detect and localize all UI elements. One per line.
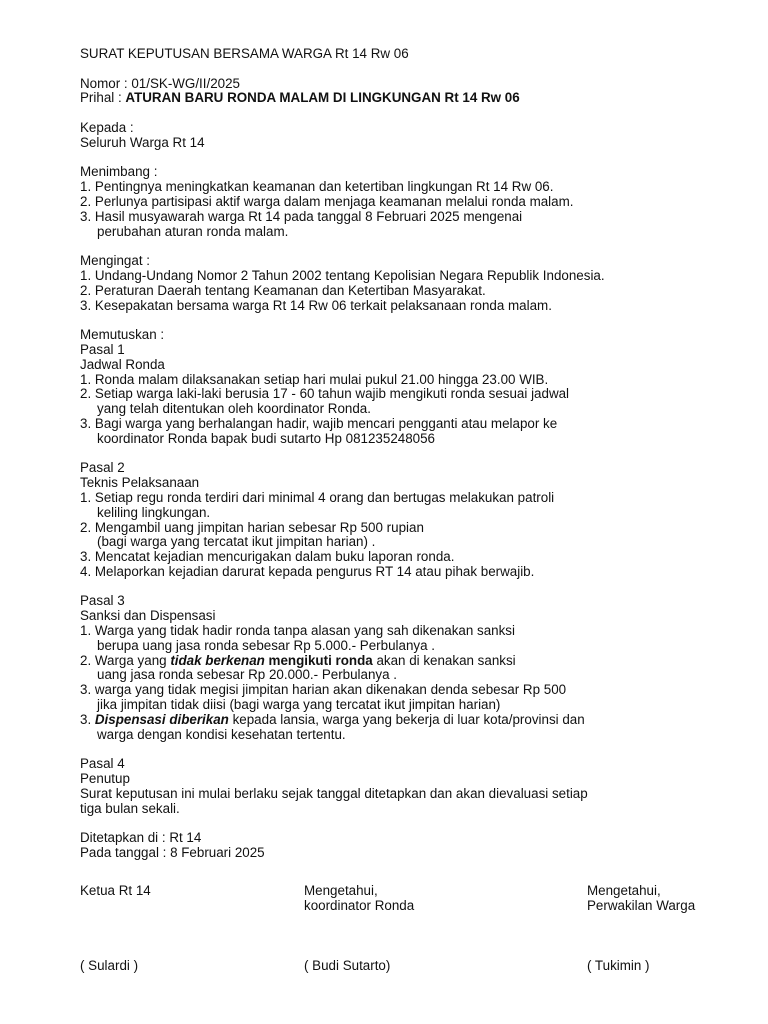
pasal-4-text: Surat keputusan ini mulai berlaku sejak tanggal ditetapkan dan akan dievaluasi setiap	[80, 785, 588, 801]
subject-value: ATURAN BARU RONDA MALAM DI LINGKUNGAN Rt 14 Rw 06	[125, 90, 520, 106]
perwakilan-name: ( Tukimin )	[587, 958, 650, 973]
menimbang-item: 1. Pentingnya meningkatkan keamanan dan ketertiban lingkungan Rt 14 Rw 06.	[80, 179, 554, 195]
pasal-1-item: 1. Ronda malam dilaksanakan setiap hari mulai pukul 21.00 hingga 23.00 WIB.	[80, 371, 549, 387]
subject-label: Prihal :	[80, 90, 126, 106]
pasal-1-subtitle: Jadwal Ronda	[80, 356, 165, 372]
pasal-2-item-continuation: (bagi warga yang tercatat ikut jimpitan harian) .	[97, 534, 376, 550]
menimbang-item-continuation: perubahan aturan ronda malam.	[97, 223, 289, 239]
letter-subject	[80, 91, 730, 106]
recipient-label: Kepada :	[80, 119, 134, 135]
place-of-decree: Ditetapkan di : Rt 14	[80, 830, 202, 846]
pasal-2-item: 4. Melaporkan kejadian darurat kepada pengurus RT 14 atau pihak berwajib.	[80, 563, 535, 579]
pasal-3-item-continuation: uang jasa ronda sebesar Rp 20.000.- Perbulanya .	[97, 667, 398, 683]
pasal-2-item: 1. Setiap regu ronda terdiri dari minimal 4 orang dan bertugas melakukan patroli	[80, 489, 555, 505]
signature-titles	[80, 884, 730, 916]
perwakilan-title	[587, 884, 695, 914]
recipient-value: Seluruh Warga Rt 14	[80, 134, 205, 150]
mengingat-item: 2. Peraturan Daerah tentang Keamanan dan Ketertiban Masyarakat.	[80, 282, 486, 298]
pasal-3-item-continuation: warga dengan kondisi kesehatan tertentu.	[97, 726, 346, 742]
pasal-3-item-continuation: berupa uang jasa ronda sebesar Rp 5.000.- Perbulanya .	[97, 637, 435, 653]
pasal-3-item-2-emphasis: tidak berkenan	[170, 652, 265, 668]
pasal-3-item-4-emphasis: Dispensasi diberikan	[94, 711, 229, 727]
document-title: SURAT KEPUTUSAN BERSAMA WARGA Rt 14 Rw 06	[80, 46, 409, 61]
koordinator-title-line-1: Mengetahui,	[304, 883, 378, 898]
memutuskan-heading: Memutuskan :	[80, 327, 165, 343]
ketua-name: ( Sulardi )	[80, 958, 139, 973]
pasal-2-item: 3. Mencatat kejadian mencurigakan dalam buku laporan ronda.	[80, 549, 455, 565]
pasal-4-subtitle: Penutup	[80, 771, 130, 787]
pasal-2-heading: Pasal 2	[80, 460, 125, 476]
mengingat-item: 1. Undang-Undang Nomor 2 Tahun 2002 tentang Kepolisian Negara Republik Indonesia.	[80, 267, 605, 283]
menimbang-item: 2. Perlunya partisipasi aktif warga dalam menjaga keamanan melalui ronda malam.	[80, 193, 574, 209]
pasal-1-item: 2. Setiap warga laki-laki berusia 17 - 60 tahun wajib mengikuti ronda sesuai jadwal	[80, 386, 570, 402]
pasal-3-item-2-suffix: akan di kenakan sanksi	[372, 652, 516, 668]
pasal-1-heading: Pasal 1	[80, 341, 125, 357]
pasal-3-item	[80, 713, 730, 728]
pasal-3-item-4-prefix: 3.	[80, 711, 95, 727]
pasal-3-item	[80, 654, 730, 669]
perwakilan-title-line-1: Mengetahui,	[587, 883, 661, 898]
pasal-4-text: tiga bulan sekali.	[80, 800, 180, 816]
pasal-3-subtitle: Sanksi dan Dispensasi	[80, 608, 216, 624]
pasal-1-item-continuation: koordinator Ronda bapak budi sutarto Hp 081235248056	[97, 430, 435, 446]
pasal-1-item: 3. Bagi warga yang berhalangan hadir, wajib mencari pengganti atau melapor ke	[80, 415, 558, 431]
pasal-3-item: 3. warga yang tidak megisi jimpitan harian akan dikenakan denda sebesar Rp 500	[80, 682, 567, 698]
koordinator-title	[304, 884, 414, 914]
menimbang-item: 3. Hasil musyawarah warga Rt 14 pada tanggal 8 Februari 2025 mengenai	[80, 208, 523, 224]
perwakilan-title-line-2: Perwakilan Warga	[587, 897, 696, 913]
pasal-2-subtitle: Teknis Pelaksanaan	[80, 475, 200, 491]
pasal-3-heading: Pasal 3	[80, 593, 125, 609]
letter-number: Nomor : 01/SK-WG/II/2025	[80, 75, 241, 91]
pasal-3-item-4-suffix: kepada lansia, warga yang bekerja di luar kota/provinsi dan	[228, 711, 585, 727]
pasal-4-heading: Pasal 4	[80, 756, 125, 772]
koordinator-name: ( Budi Sutarto)	[304, 958, 391, 973]
koordinator-title-line-2: koordinator Ronda	[304, 897, 415, 913]
menimbang-heading: Menimbang :	[80, 164, 158, 180]
pasal-3-item-continuation: jika jimpitan tidak diisi (bagi warga yang tercatat ikut jimpitan harian)	[97, 697, 501, 713]
pasal-2-item-continuation: keliling lingkungan.	[97, 504, 211, 520]
signature-names	[80, 959, 730, 991]
pasal-1-item-continuation: yang telah ditentukan oleh koordinator Ronda.	[97, 401, 371, 417]
mengingat-heading: Mengingat :	[80, 253, 150, 269]
document-body	[80, 47, 730, 861]
pasal-3-item: 1. Warga yang tidak hadir ronda tanpa alasan yang sah dikenakan sanksi	[80, 623, 515, 639]
mengingat-item: 3. Kesepakatan bersama warga Rt 14 Rw 06 terkait pelaksanaan ronda malam.	[80, 297, 552, 313]
pasal-3-item-2-prefix: 2. Warga yang	[80, 652, 171, 668]
ketua-title: Ketua Rt 14	[80, 883, 151, 898]
pasal-3-item-2-bold: mengikuti ronda	[264, 652, 373, 668]
date-of-decree: Pada tanggal : 8 Februari 2025	[80, 845, 265, 861]
pasal-2-item: 2. Mengambil uang jimpitan harian sebesar Rp 500 rupian	[80, 519, 424, 535]
